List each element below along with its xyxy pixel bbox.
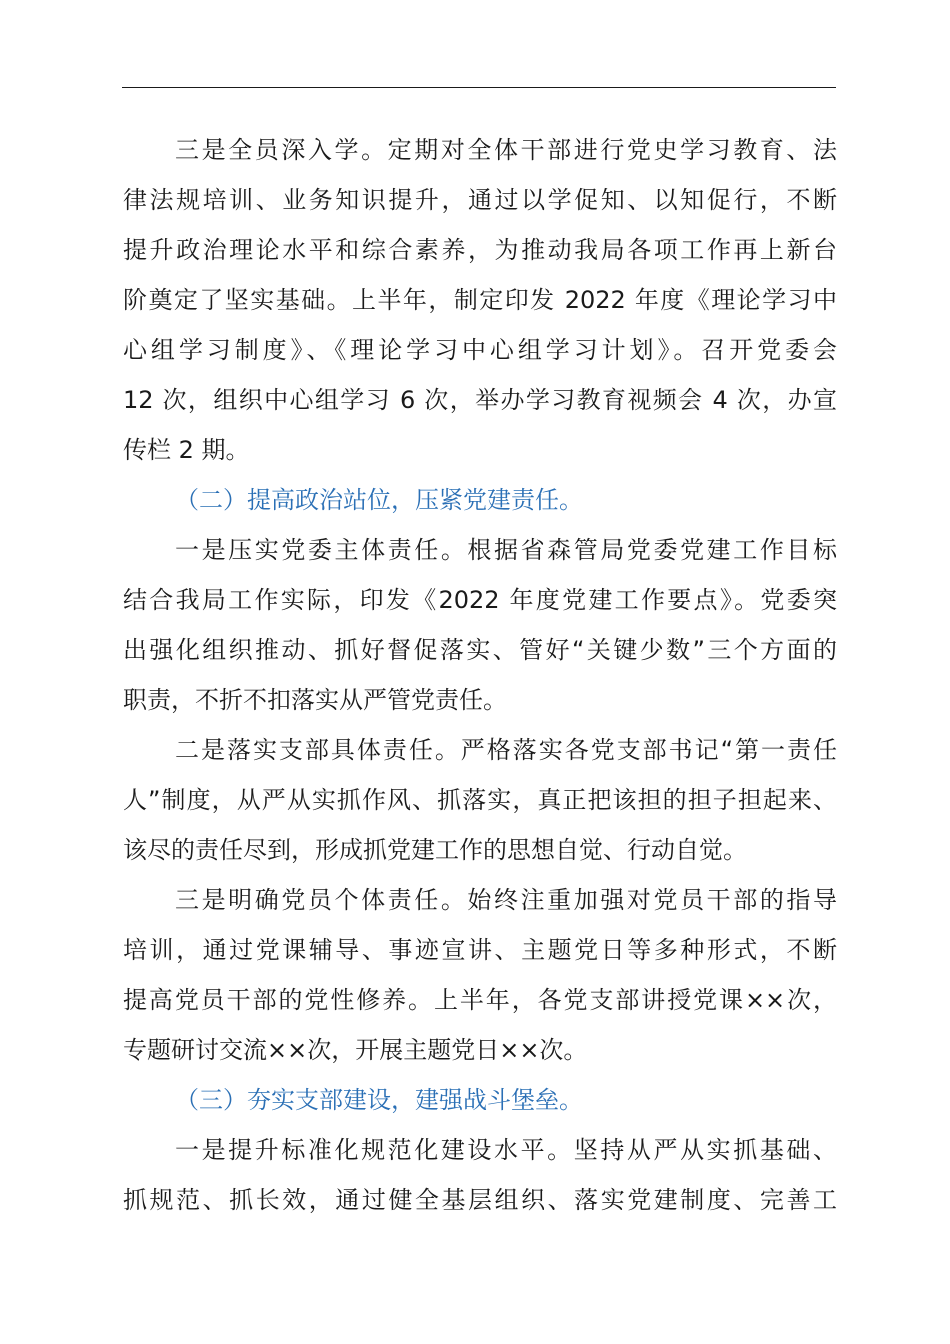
- header-rule: [122, 87, 836, 88]
- paragraph-line: 一是提升标准化规范化建设水平。坚持从严从实抓基础、: [175, 1136, 837, 1164]
- paragraph-line: 三是明确党员个体责任。始终注重加强对党员干部的指导: [175, 886, 837, 914]
- paragraph-line: 该尽的责任尽到，形成抓党建工作的思想自觉、行动自觉。: [123, 836, 747, 864]
- paragraph-line: 提高党员干部的党性修养。上半年，各党支部讲授党课××次，: [123, 986, 837, 1014]
- paragraph-line: 心组学习制度》、《理论学习中心组学习计划》。召开党委会: [123, 336, 837, 364]
- heading-line: （三）夯实支部建设，建强战斗堡垒。: [175, 1086, 583, 1114]
- heading-line: （二）提高政治站位，压紧党建责任。: [175, 486, 583, 514]
- paragraph-line: 人”制度，从严从实抓作风、抓落实，真正把该担的担子担起来、: [123, 786, 837, 814]
- paragraph-line: 一是压实党委主体责任。根据省森管局党委党建工作目标: [175, 536, 837, 564]
- paragraph-line: 职责，不折不扣落实从严管党责任。: [123, 686, 507, 714]
- paragraph-line: 二是落实支部具体责任。严格落实各党支部书记“第一责任: [175, 736, 837, 764]
- section-heading: [123, 478, 837, 528]
- paragraph-line: 抓规范、抓长效，通过健全基层组织、落实党建制度、完善工: [123, 1186, 837, 1214]
- paragraph-line: 传栏 2 期。: [123, 436, 250, 464]
- paragraph: [123, 728, 837, 878]
- paragraph-line: 专题研讨交流××次，开展主题党日××次。: [123, 1036, 588, 1064]
- paragraph-line: 出强化组织推动、抓好督促落实、管好“关键少数”三个方面的: [123, 636, 837, 664]
- paragraph-line: 培训，通过党课辅导、事迹宣讲、主题党日等多种形式，不断: [123, 936, 837, 964]
- paragraph: [123, 528, 837, 728]
- document-body: [123, 128, 837, 1228]
- paragraph-line: 三是全员深入学。定期对全体干部进行党史学习教育、法: [175, 136, 837, 164]
- paragraph-line: 结合我局工作实际，印发《2022 年度党建工作要点》。党委突: [123, 586, 837, 614]
- paragraph-line: 12 次，组织中心组学习 6 次，举办学习教育视频会 4 次，办宣: [123, 386, 837, 414]
- paragraph-line: 阶奠定了坚实基础。上半年，制定印发 2022 年度《理论学习中: [123, 286, 837, 314]
- section-heading: [123, 1078, 837, 1128]
- paragraph: [123, 128, 837, 478]
- paragraph: [123, 1128, 837, 1228]
- paragraph: [123, 878, 837, 1078]
- paragraph-line: 律法规培训、业务知识提升，通过以学促知、以知促行，不断: [123, 186, 837, 214]
- paragraph-line: 提升政治理论水平和综合素养，为推动我局各项工作再上新台: [123, 236, 837, 264]
